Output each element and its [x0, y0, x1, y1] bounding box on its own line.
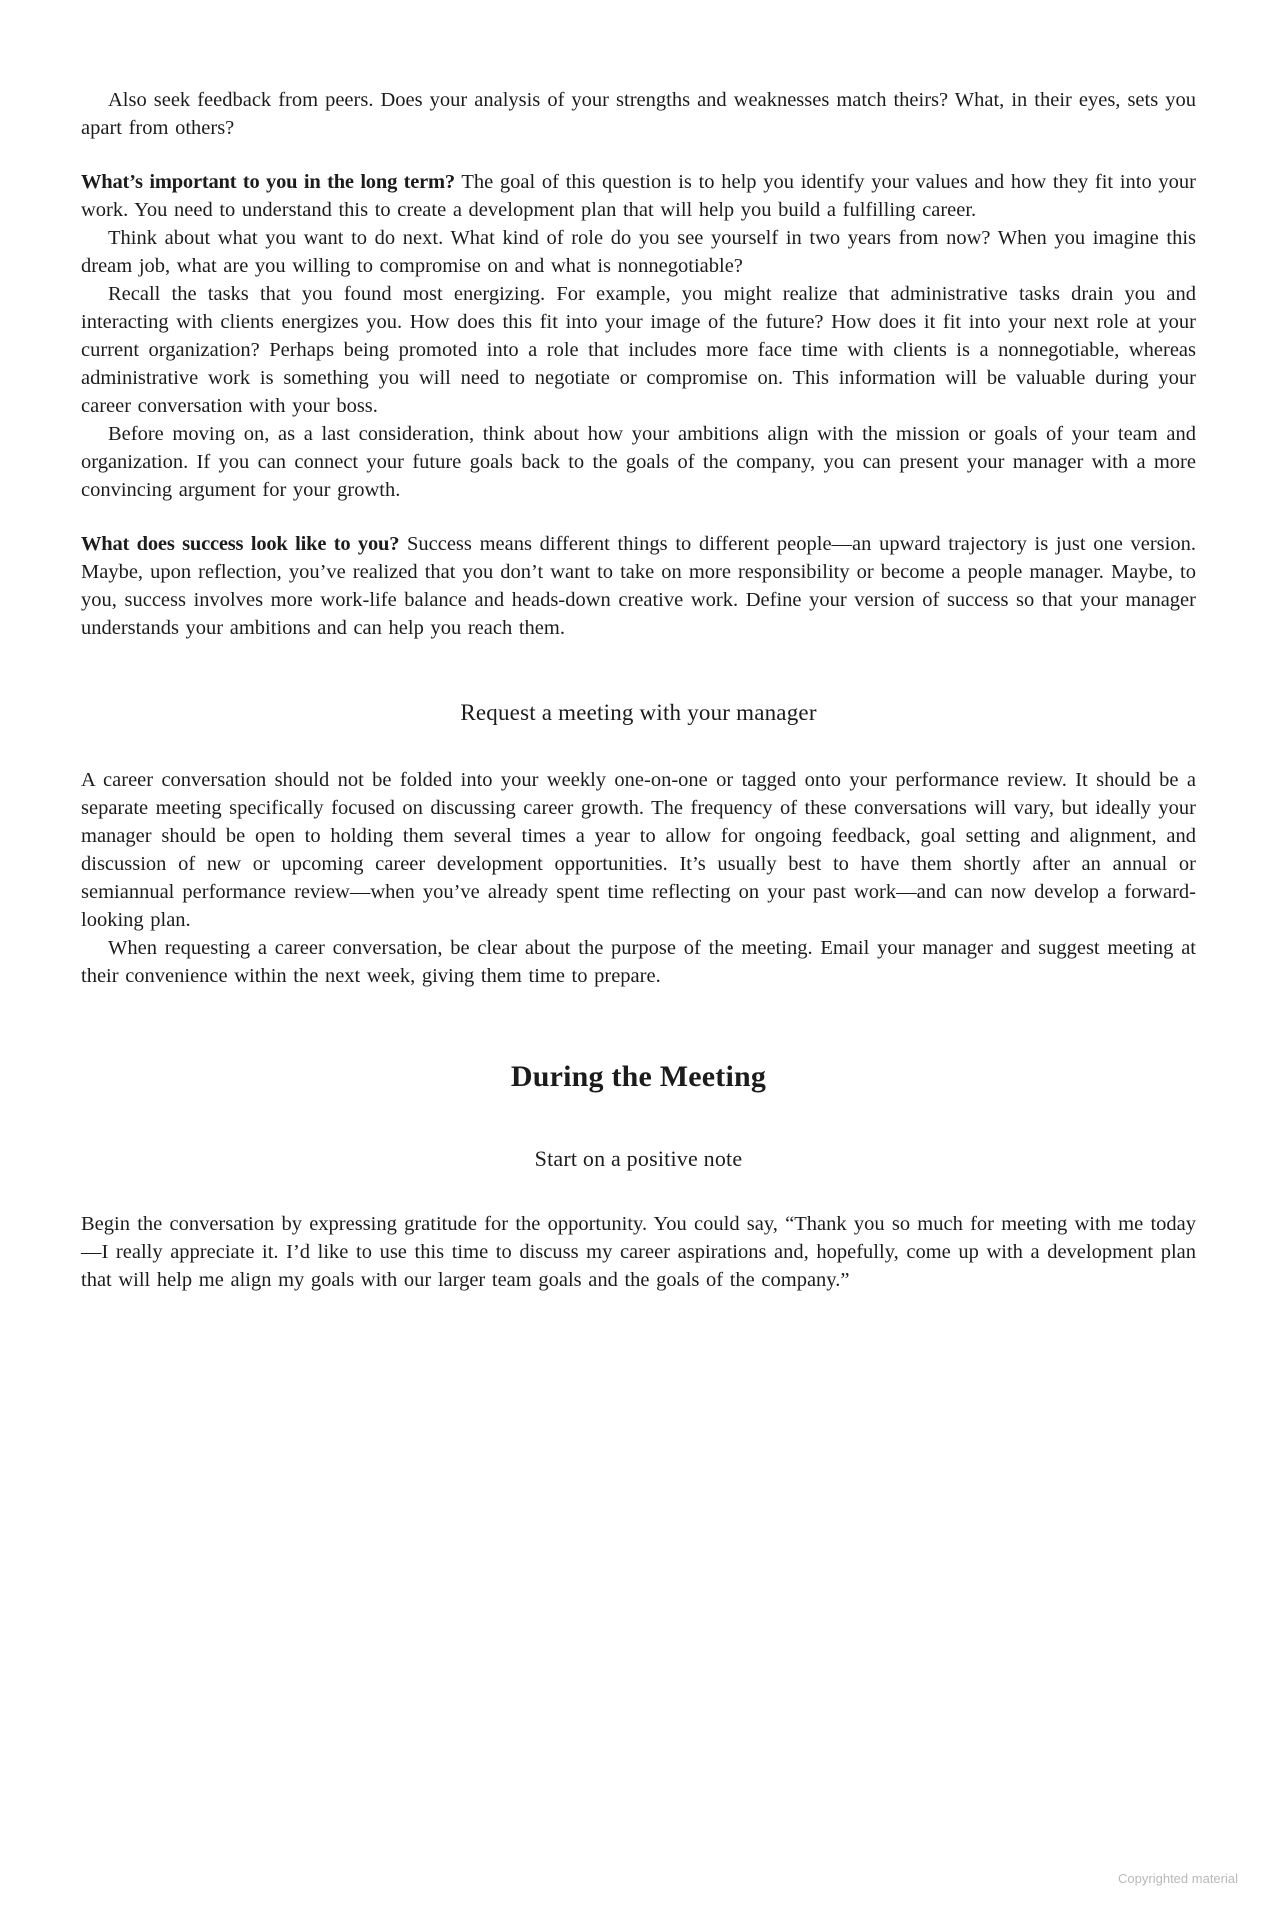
paragraph-success-question [81, 530, 1196, 642]
section-heading-positive-note: Start on a positive note [534, 1146, 743, 1171]
question-lead-success: What does success look like to you? [81, 533, 400, 555]
question-body-long-term: The goal of this question is to help you identify your values and how they fit into your work. You need to understand this to create a development plan that will help you build a fulfilling career. [81, 171, 1197, 221]
question-body-success: Success means different things to different people—an upward trajectory is just one version. Maybe, upon reflection, you’ve realized that you don’t want to take on more responsibility or become a people manager. Maybe, to you, success involves more work-life balance and heads-down creative work. Define your version of success so that your manager understands your ambitions and can help you reach them. [81, 533, 1196, 639]
paragraph-think-next: Think about what you want to do next. What kind of role do you see yourself in two years from now? When you imagine this dream job, what are you willing to compromise on and what is nonnegotiable? [81, 227, 1196, 277]
chapter-heading-during-the-meeting: During the Meeting [510, 1060, 767, 1093]
copyright-notice: Copyrighted material [1118, 1871, 1238, 1886]
paragraph-long-term-question [81, 168, 1196, 224]
paragraph-before-moving-on: Before moving on, as a last consideration, think about how your ambitions align with the mission or goals of your team and organization. If you can connect your future goals back to the goals of the company, you can present your manager with a more convincing argument for your growth. [81, 423, 1196, 501]
paragraph-career-conversation: A career conversation should not be folded into your weekly one-on-one or tagged onto your performance review. It should be a separate meeting specifically focused on discussing career growth. The frequency of these conversations will vary, but ideally your manager should be open to holding them several times a year to allow for ongoing feedback, goal setting and alignment, and discussion of new or upcoming career development opportunities. It’s usually best to have them shortly after an annual or semiannual performance review—when you’ve already spent time reflecting on your past work—and can now develop a forward-looking plan. [81, 769, 1196, 931]
paragraph-when-requesting: When requesting a career conversation, be clear about the purpose of the meeting. Email your manager and suggest meeting at their convenience within the next week, giving them time to prepare. [81, 937, 1196, 987]
paragraph-begin-conversation: Begin the conversation by expressing gratitude for the opportunity. You could say, “Thank you so much for meeting with me today—I really appreciate it. I’d like to use this time to discuss my career aspirations and, hopefully, come up with a development plan that will help me align my goals with our larger team goals and the goals of the company.” [81, 1213, 1196, 1291]
section-heading-request-meeting: Request a meeting with your manager [460, 700, 817, 725]
question-lead-long-term: What’s important to you in the long term? [81, 171, 455, 193]
paragraph-recall-tasks: Recall the tasks that you found most energizing. For example, you might realize that administrative tasks drain you and interacting with clients energizes you. How does this fit into your image of the future? How does it fit into your next role at your current organization? Perhaps being promoted into a role that includes more face time with clients is a nonnegotiable, whereas administrative work is something you will need to negotiate or compromise on. This information will be valuable during your career conversation with your boss. [81, 283, 1196, 417]
paragraph-peer-feedback: Also seek feedback from peers. Does your analysis of your strengths and weaknesses match theirs? What, in their eyes, sets you apart from others? [81, 89, 1196, 139]
